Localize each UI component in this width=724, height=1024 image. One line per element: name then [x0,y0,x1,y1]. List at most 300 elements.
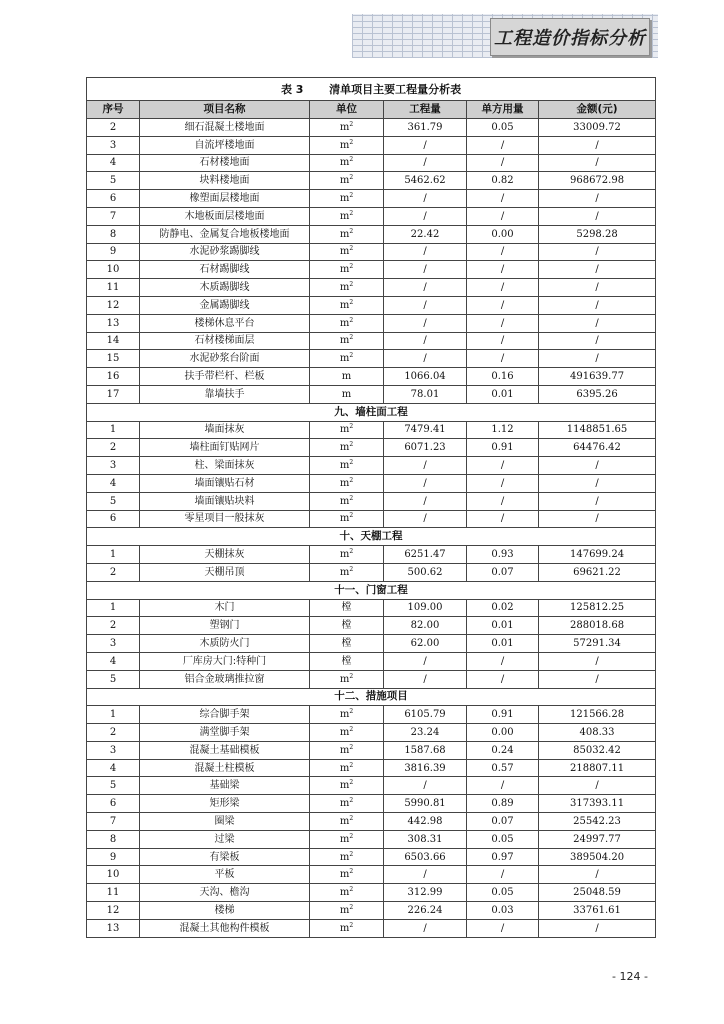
table-row [87,314,656,332]
cell-index: 4 [87,474,140,492]
table-caption-title: 清单项目主要工程量分析表 [329,82,462,96]
cell-index: 3 [87,741,140,759]
cell-unit: $m^2$ [310,225,384,243]
cell-unit-usage: / [467,919,539,937]
cell-quantity: 6071.23 [384,439,467,457]
cell-index: 11 [87,884,140,902]
cell-index: 6 [87,510,140,528]
table-caption-row [87,78,656,101]
cell-item-name: 块料楼地面 [140,172,310,190]
table-row [87,741,656,759]
cell-amount: / [539,457,656,475]
cell-index: 4 [87,154,140,172]
cell-unit-usage: 0.01 [467,635,539,653]
cell-unit: $m^2$ [310,866,384,884]
section-title: 九、墙柱面工程 [87,403,656,421]
cell-index: 11 [87,279,140,297]
cell-index: 9 [87,848,140,866]
table-row [87,813,656,831]
cell-unit: 樘 [310,652,384,670]
column-header-item-name: 项目名称 [140,101,310,119]
cell-index: 5 [87,172,140,190]
cell-unit: $m^2$ [310,207,384,225]
cell-amount: 24997.77 [539,830,656,848]
cell-item-name: 塑钢门 [140,617,310,635]
cell-index: 2 [87,119,140,137]
cell-unit: $m^2$ [310,706,384,724]
cell-unit-usage: / [467,279,539,297]
cell-unit: $m^2$ [310,172,384,190]
cell-quantity: / [384,474,467,492]
cell-quantity: / [384,314,467,332]
table-row [87,457,656,475]
cell-index: 15 [87,350,140,368]
cell-item-name: 墙面抹灰 [140,421,310,439]
table-row [87,368,656,386]
cell-index: 13 [87,919,140,937]
cell-unit-usage: 0.02 [467,599,539,617]
table-row [87,795,656,813]
section-header-row [87,528,656,546]
cell-quantity: 62.00 [384,635,467,653]
cell-quantity: / [384,866,467,884]
cell-quantity: / [384,207,467,225]
table-row [87,599,656,617]
cell-amount: / [539,777,656,795]
cell-amount: / [539,279,656,297]
cell-item-name: 自流坪楼地面 [140,136,310,154]
cell-quantity: 82.00 [384,617,467,635]
cell-item-name: 石材楼梯面层 [140,332,310,350]
cell-quantity: 7479.41 [384,421,467,439]
cell-quantity: 500.62 [384,563,467,581]
cell-item-name: 靠墙扶手 [140,385,310,403]
cell-item-name: 过梁 [140,830,310,848]
cell-index: 4 [87,652,140,670]
quantity-analysis-table [86,77,656,938]
cell-item-name: 细石混凝土楼地面 [140,119,310,137]
cell-index: 8 [87,830,140,848]
cell-amount: / [539,243,656,261]
cell-unit-usage: 0.91 [467,706,539,724]
cell-quantity: / [384,510,467,528]
column-header-unit-usage: 单方用量 [467,101,539,119]
cell-item-name: 天棚吊顶 [140,563,310,581]
cell-quantity: 361.79 [384,119,467,137]
cell-unit: $m^2$ [310,439,384,457]
section-title: 十、天棚工程 [87,528,656,546]
cell-unit-usage: 0.89 [467,795,539,813]
table-row [87,225,656,243]
cell-amount: 33761.61 [539,902,656,920]
cell-quantity: 78.01 [384,385,467,403]
cell-quantity: / [384,670,467,688]
cell-quantity: / [384,261,467,279]
cell-quantity: / [384,652,467,670]
cell-index: 10 [87,261,140,279]
cell-quantity: 308.31 [384,830,467,848]
cell-unit: $m^2$ [310,830,384,848]
table-row [87,492,656,510]
cell-unit-usage: 0.00 [467,225,539,243]
cell-item-name: 零星项目一般抹灰 [140,510,310,528]
section-header-title: 工程造价指标分析 [490,18,650,56]
table-row [87,777,656,795]
cell-item-name: 水泥砂浆踢脚线 [140,243,310,261]
cell-item-name: 防静电、金属复合地板楼地面 [140,225,310,243]
cell-unit: $m^2$ [310,492,384,510]
cell-unit: $m^2$ [310,884,384,902]
cell-unit-usage: 0.16 [467,368,539,386]
cell-unit: $m^2$ [310,741,384,759]
cell-item-name: 墙面镶贴石材 [140,474,310,492]
cell-amount: 121566.28 [539,706,656,724]
cell-item-name: 满堂脚手架 [140,724,310,742]
cell-unit-usage: / [467,652,539,670]
table-row [87,154,656,172]
table-row [87,724,656,742]
cell-unit: $m^2$ [310,670,384,688]
column-header-quantity: 工程量 [384,101,467,119]
cell-quantity: / [384,919,467,937]
column-header-unit: 单位 [310,101,384,119]
cell-amount: 25542.23 [539,813,656,831]
cell-quantity: 5462.62 [384,172,467,190]
page-number: - 124 - [612,970,648,983]
cell-unit-usage: / [467,457,539,475]
cell-unit-usage: 0.00 [467,724,539,742]
section-header-row [87,581,656,599]
cell-index: 12 [87,296,140,314]
cell-amount: 33009.72 [539,119,656,137]
cell-unit: $m^2$ [310,154,384,172]
table-row [87,848,656,866]
table-caption-number: 表 3 [280,82,304,96]
cell-item-name: 厂库房大门:特种门 [140,652,310,670]
table-row [87,439,656,457]
cell-amount: / [539,866,656,884]
cell-unit-usage: / [467,332,539,350]
cell-item-name: 有梁板 [140,848,310,866]
cell-index: 3 [87,635,140,653]
cell-unit: $m^2$ [310,279,384,297]
table-row [87,510,656,528]
cell-unit-usage: 0.05 [467,119,539,137]
cell-quantity: 442.98 [384,813,467,831]
cell-item-name: 圈梁 [140,813,310,831]
table-row [87,830,656,848]
cell-amount: / [539,510,656,528]
cell-index: 1 [87,599,140,617]
cell-unit: $m^2$ [310,510,384,528]
cell-item-name: 铝合金玻璃推拉窗 [140,670,310,688]
cell-index: 6 [87,190,140,208]
cell-amount: 57291.34 [539,635,656,653]
cell-item-name: 木质防火门 [140,635,310,653]
table-row [87,919,656,937]
cell-amount: 218807.11 [539,759,656,777]
cell-item-name: 天棚抹灰 [140,546,310,564]
table-body [87,119,656,938]
cell-item-name: 基础梁 [140,777,310,795]
cell-unit-usage: 0.93 [467,546,539,564]
cell-unit-usage: 0.01 [467,385,539,403]
cell-amount: / [539,652,656,670]
table-row [87,652,656,670]
cell-unit-usage: 0.03 [467,902,539,920]
table-row [87,279,656,297]
cell-unit-usage: 0.01 [467,617,539,635]
cell-amount: / [539,670,656,688]
cell-amount: 125812.25 [539,599,656,617]
cell-index: 3 [87,136,140,154]
cell-item-name: 墙柱面钉贴网片 [140,439,310,457]
cell-unit: $m^2$ [310,902,384,920]
cell-item-name: 金属踢脚线 [140,296,310,314]
cell-item-name: 石材踢脚线 [140,261,310,279]
section-title: 十二、措施项目 [87,688,656,706]
cell-amount: / [539,314,656,332]
table-caption [87,78,656,101]
cell-index: 2 [87,439,140,457]
cell-index: 1 [87,546,140,564]
cell-amount: 1148851.65 [539,421,656,439]
cell-quantity: 6503.66 [384,848,467,866]
section-header-row [87,403,656,421]
cell-quantity: / [384,296,467,314]
table-row [87,884,656,902]
cell-unit: $m^2$ [310,848,384,866]
table-row [87,706,656,724]
cell-unit-usage: 0.07 [467,563,539,581]
cell-quantity: 6105.79 [384,706,467,724]
cell-unit-usage: 0.05 [467,884,539,902]
cell-unit: $m^2$ [310,190,384,208]
cell-unit-usage: / [467,492,539,510]
cell-unit-usage: / [467,207,539,225]
cell-quantity: / [384,492,467,510]
cell-unit: $m^2$ [310,457,384,475]
cell-item-name: 综合脚手架 [140,706,310,724]
cell-unit-usage: / [467,243,539,261]
cell-amount: / [539,296,656,314]
cell-unit-usage: / [467,777,539,795]
cell-unit-usage: 0.91 [467,439,539,457]
table-row [87,332,656,350]
cell-unit-usage: 1.12 [467,421,539,439]
cell-quantity: 6251.47 [384,546,467,564]
table-row [87,902,656,920]
cell-unit: $m^2$ [310,724,384,742]
table-header-row [87,101,656,119]
cell-unit-usage: 0.07 [467,813,539,831]
cell-unit-usage: / [467,190,539,208]
cell-unit: $m^2$ [310,759,384,777]
column-header-index: 序号 [87,101,140,119]
cell-index: 1 [87,421,140,439]
cell-item-name: 橡塑面层楼地面 [140,190,310,208]
table-row [87,866,656,884]
cell-quantity: 1066.04 [384,368,467,386]
cell-quantity: / [384,279,467,297]
cell-quantity: 109.00 [384,599,467,617]
cell-index: 16 [87,368,140,386]
cell-index: 3 [87,457,140,475]
cell-amount: 288018.68 [539,617,656,635]
cell-quantity: / [384,332,467,350]
cell-quantity: 312.99 [384,884,467,902]
cell-unit: $m^2$ [310,332,384,350]
cell-index: 13 [87,314,140,332]
cell-item-name: 楼梯休息平台 [140,314,310,332]
cell-quantity: / [384,243,467,261]
cell-amount: 64476.42 [539,439,656,457]
cell-unit-usage: 0.82 [467,172,539,190]
table-row [87,261,656,279]
cell-amount: / [539,332,656,350]
cell-index: 4 [87,759,140,777]
table-row [87,546,656,564]
cell-amount: 389504.20 [539,848,656,866]
cell-unit: m [310,385,384,403]
cell-amount: 491639.77 [539,368,656,386]
cell-unit-usage: / [467,296,539,314]
cell-unit: $m^2$ [310,119,384,137]
cell-amount: 5298.28 [539,225,656,243]
cell-item-name: 混凝土其他构件模板 [140,919,310,937]
cell-amount: / [539,190,656,208]
cell-amount: 317393.11 [539,795,656,813]
cell-index: 5 [87,670,140,688]
cell-index: 14 [87,332,140,350]
cell-unit-usage: / [467,154,539,172]
cell-unit: $m^2$ [310,243,384,261]
cell-index: 10 [87,866,140,884]
cell-quantity: / [384,777,467,795]
table-row [87,296,656,314]
table-row [87,563,656,581]
cell-unit-usage: / [467,670,539,688]
section-header-row [87,688,656,706]
cell-amount: 25048.59 [539,884,656,902]
cell-index: 2 [87,724,140,742]
cell-index: 17 [87,385,140,403]
cell-amount: 408.33 [539,724,656,742]
cell-amount: 968672.98 [539,172,656,190]
cell-unit: 樘 [310,617,384,635]
section-title: 十一、门窗工程 [87,581,656,599]
cell-unit-usage: / [467,136,539,154]
table-row [87,759,656,777]
cell-unit: $m^2$ [310,314,384,332]
table-row [87,670,656,688]
cell-quantity: 226.24 [384,902,467,920]
cell-unit: 樘 [310,599,384,617]
cell-index: 5 [87,777,140,795]
cell-amount: / [539,136,656,154]
cell-unit: $m^2$ [310,795,384,813]
column-header-amount: 金额(元) [539,101,656,119]
cell-item-name: 木地板面层楼地面 [140,207,310,225]
cell-unit-usage: 0.24 [467,741,539,759]
cell-unit-usage: / [467,474,539,492]
cell-unit: $m^2$ [310,421,384,439]
cell-index: 5 [87,492,140,510]
table-row [87,243,656,261]
cell-quantity: 1587.68 [384,741,467,759]
table-row [87,385,656,403]
table-row [87,119,656,137]
table-row [87,635,656,653]
cell-item-name: 墙面镶贴块料 [140,492,310,510]
table-row [87,474,656,492]
cell-index: 7 [87,813,140,831]
table-row [87,207,656,225]
cell-unit-usage: / [467,510,539,528]
cell-item-name: 木门 [140,599,310,617]
cell-index: 12 [87,902,140,920]
cell-quantity: 3816.39 [384,759,467,777]
cell-unit-usage: / [467,261,539,279]
cell-amount: / [539,261,656,279]
cell-amount: / [539,154,656,172]
cell-unit: $m^2$ [310,350,384,368]
cell-amount: / [539,207,656,225]
cell-amount: / [539,919,656,937]
cell-unit-usage: / [467,350,539,368]
cell-unit-usage: 0.97 [467,848,539,866]
cell-item-name: 混凝土柱模板 [140,759,310,777]
cell-unit: $m^2$ [310,474,384,492]
cell-quantity: 23.24 [384,724,467,742]
cell-quantity: 5990.81 [384,795,467,813]
cell-amount: 147699.24 [539,546,656,564]
cell-item-name: 水泥砂浆台阶面 [140,350,310,368]
cell-amount: 6395.26 [539,385,656,403]
cell-quantity: / [384,457,467,475]
table-row [87,136,656,154]
cell-unit: $m^2$ [310,296,384,314]
cell-unit: $m^2$ [310,777,384,795]
cell-unit-usage: 0.05 [467,830,539,848]
table-row [87,172,656,190]
cell-index: 7 [87,207,140,225]
cell-item-name: 柱、梁面抹灰 [140,457,310,475]
cell-item-name: 扶手带栏杆、栏板 [140,368,310,386]
cell-quantity: / [384,350,467,368]
table-row [87,617,656,635]
cell-unit: m [310,368,384,386]
cell-quantity: 22.42 [384,225,467,243]
cell-item-name: 石材楼地面 [140,154,310,172]
cell-unit: $m^2$ [310,919,384,937]
cell-index: 2 [87,563,140,581]
cell-quantity: / [384,190,467,208]
cell-amount: / [539,350,656,368]
cell-index: 2 [87,617,140,635]
cell-unit-usage: 0.57 [467,759,539,777]
cell-unit: 樘 [310,635,384,653]
table-row [87,421,656,439]
cell-amount: / [539,474,656,492]
cell-unit-usage: / [467,866,539,884]
cell-item-name: 天沟、檐沟 [140,884,310,902]
cell-unit-usage: / [467,314,539,332]
cell-unit: $m^2$ [310,136,384,154]
cell-item-name: 矩形梁 [140,795,310,813]
cell-amount: / [539,492,656,510]
cell-unit: $m^2$ [310,261,384,279]
